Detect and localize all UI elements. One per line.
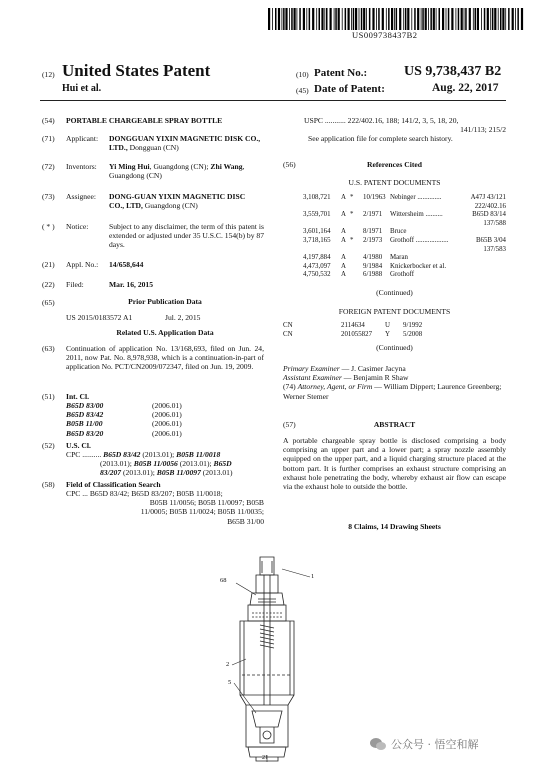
f58-code: (58) [42, 480, 55, 489]
intcl-row [66, 401, 264, 410]
barcode-bar [407, 8, 409, 30]
intcl-row [66, 419, 264, 428]
barcode-bar [396, 8, 398, 30]
field-search-line: B05B 11/0056; B05B 11/0097; B05B [149, 498, 264, 508]
barcode-bar [465, 8, 467, 30]
f63-code: (63) [42, 344, 55, 353]
barcode-bar [326, 8, 328, 30]
invention-title: PORTABLE CHARGEABLE SPRAY BOTTLE [66, 116, 223, 125]
barcode-bar [297, 8, 298, 30]
barcode-bar [492, 8, 494, 30]
barcode-bar [515, 8, 516, 30]
ref-name: Knickerbocker et al. [390, 262, 447, 270]
barcode-bar [403, 8, 404, 30]
us-docs-title: U.S. PATENT DOCUMENTS [348, 178, 441, 187]
barcode-bar [282, 8, 283, 30]
prior-pub-title: Prior Publication Data [128, 297, 202, 306]
uscl-title: U.S. Cl. [66, 441, 91, 450]
barcode-bar [521, 8, 523, 30]
barcode-bar [366, 8, 367, 30]
patent-no-label: Patent No.: [314, 67, 368, 79]
foreign-number: 2114634 [341, 322, 365, 329]
barcode-bar [439, 8, 441, 30]
ref-date: 4/1980 [363, 254, 383, 262]
f73-code: (73) [42, 192, 55, 201]
filed-label: Filed: [66, 280, 84, 289]
ref-class: B65B 3/04 [475, 237, 506, 244]
intcl-class: B65D 83/42 [66, 410, 104, 420]
applicant-name: DONGGUAN YIXIN MAGNETIC DISK CO., LTD., [109, 134, 261, 153]
primary-examiner [283, 364, 506, 373]
patent-no-code: (10) [296, 70, 309, 79]
barcode-bar [428, 8, 429, 30]
barcode-bar [502, 8, 504, 30]
barcode-bar [481, 8, 482, 30]
notice-label: Notice: [66, 222, 89, 231]
barcode-bar [338, 8, 340, 30]
ref-kind: A [341, 271, 346, 279]
foreign-number: 201055827 [341, 330, 373, 338]
f65-code: (65) [42, 298, 55, 307]
attorney-name: — William Dippert; Laurence Greenberg; Werner Stemer [283, 382, 502, 401]
barcode-bar [414, 8, 416, 30]
filed-date: Mar. 16, 2015 [109, 280, 154, 289]
barcode-bar [268, 8, 270, 30]
f52-code: (52) [42, 441, 55, 450]
intcl-row [66, 429, 264, 438]
cpc-block [66, 450, 264, 478]
barcode-bar [283, 8, 285, 30]
barcode-bar [490, 8, 491, 30]
inventor-2: Zhi Wang [210, 162, 243, 171]
barcode-bar [285, 8, 287, 30]
foreign-docs-title: FOREIGN PATENT DOCUMENTS [338, 307, 451, 316]
watermark-text: 公众号 · 悟空和解 [391, 738, 479, 751]
barcode-bar [299, 8, 301, 30]
ref-number: 4,473,097 [303, 262, 331, 270]
barcode-bar [353, 8, 355, 30]
notice-code: ( * ) [42, 222, 55, 231]
ref-star: * [350, 194, 354, 201]
kind-code: (12) [42, 70, 55, 79]
ref-name: Wittersheim .......... [390, 211, 443, 219]
barcode-bar [498, 8, 499, 30]
ref-kind: A [341, 228, 346, 236]
us-references [283, 193, 506, 289]
barcode-bar [291, 8, 293, 30]
fig-label-21: 21 [262, 755, 268, 761]
intcl-year: (2006.01) [152, 410, 182, 420]
barcode-bar [484, 8, 486, 30]
barcode-bar [348, 8, 350, 30]
uspc-block [304, 116, 506, 144]
fig-label-1: 1 [311, 573, 315, 580]
barcode-bar [436, 8, 437, 30]
ref-number: 3,601,164 [303, 228, 331, 236]
see-application: See application file for complete search history. [308, 134, 453, 144]
inventors-label: Inventors: [66, 162, 97, 171]
foreign-date: 9/1992 [403, 322, 423, 329]
f72-code: (72) [42, 162, 55, 171]
ref-class-cont: 222/402.16 [474, 202, 506, 210]
barcode-bar [335, 8, 337, 30]
foreign-country: CN [283, 322, 293, 329]
attorney [283, 382, 506, 400]
applicant [109, 134, 264, 152]
ref-kind: A [341, 194, 346, 201]
references-title: References Cited [367, 160, 422, 169]
barcode-bar [425, 8, 427, 30]
barcode-bar [394, 8, 395, 30]
ref-name: Maran [390, 254, 408, 262]
barcode-bar [430, 8, 432, 30]
barcode-bar [411, 8, 412, 30]
ref-name: Nebinger .............. [390, 194, 442, 201]
header-rule [40, 100, 506, 101]
barcode-bar [303, 8, 305, 30]
spray-bottle-drawing [212, 555, 322, 765]
f22-code: (22) [42, 280, 55, 289]
ref-number: 3,108,721 [303, 194, 331, 201]
barcode-bar [422, 8, 424, 30]
intcl-year: (2006.01) [152, 419, 182, 429]
notice-text: Subject to any disclaimer, the term of this patent is extended or adjusted under 35 U.S.C. 154(b) by 87 days. [109, 222, 265, 250]
barcode-number: US009738437B2 [352, 30, 418, 40]
barcode-bar [312, 8, 314, 30]
barcode-bar [421, 8, 422, 30]
barcode [268, 8, 526, 30]
watermark [370, 736, 479, 752]
barcode-bar [355, 8, 357, 30]
barcode-bar [278, 8, 280, 30]
foreign-references [283, 321, 506, 341]
inventors [109, 162, 264, 180]
ref-class: A47J 43/121 [470, 194, 506, 201]
fig-label-2: 2 [226, 661, 230, 668]
intcl-year: (2006.01) [152, 401, 182, 410]
assistant-examiner [283, 373, 506, 382]
ref-date: 2/1973 [363, 237, 383, 244]
barcode-bar [378, 8, 380, 30]
barcode-bar [289, 8, 290, 30]
intcl-year: (2006.01) [152, 428, 182, 438]
barcode-bar [382, 8, 384, 30]
ref-class-cont: 137/583 [483, 245, 506, 253]
primary-examiner-label: Primary Examiner [283, 364, 340, 373]
barcode-bar [361, 8, 363, 30]
claims-summary: 8 Claims, 14 Drawing Sheets [348, 522, 441, 531]
foreign-date: 5/2008 [403, 330, 423, 338]
barcode-bar [456, 8, 457, 30]
continued-2: (Continued) [376, 343, 413, 352]
barcode-bar [448, 8, 450, 30]
barcode-bar [330, 8, 332, 30]
barcode-bar [508, 8, 510, 30]
field-search-line: 11/0005; B05B 11/0024; B05B 11/0035; [140, 507, 264, 517]
assistant-examiner-label: Assistant Examiner [283, 373, 342, 383]
uspc-line: USPC ........... 222/402.16, 188; 141/2, 3, 5, 18, 20, [304, 116, 459, 125]
barcode-bar [512, 8, 514, 30]
prior-pub-number: US 2015/0183572 A1 [66, 313, 133, 322]
intcl-class: B05B 11/00 [66, 419, 103, 429]
barcode-bar [372, 8, 374, 30]
f54-code: (54) [42, 116, 55, 125]
cpc-line-3: 83/207 (2013.01); B05B 11/0097 (2013.01) [100, 468, 233, 478]
doc-title: United States Patent [62, 61, 211, 80]
ref-date: 9/1984 [363, 262, 383, 270]
f21-code: (21) [42, 260, 55, 269]
field-search-title: Field of Classification Search [66, 480, 161, 489]
foreign-kind: Y [385, 330, 390, 338]
barcode-bar [399, 8, 401, 30]
prior-pub-date: Jul. 2, 2015 [165, 313, 201, 322]
barcode-bar [316, 8, 317, 30]
barcode-bar [494, 8, 496, 30]
barcode-bar [473, 8, 474, 30]
barcode-bar [351, 8, 352, 30]
barcode-bar [405, 8, 407, 30]
patent-number: US 9,738,437 B2 [404, 64, 502, 79]
assistant-examiner-name: — Benjamin R Shaw [341, 373, 409, 383]
barcode-graphic [268, 8, 526, 30]
inventor-2-place: , Guangdong (CN) [109, 162, 245, 181]
ref-name: Grothoff [390, 271, 414, 279]
attorney-code: (74) [283, 382, 298, 392]
assignee-label: Assignee: [66, 192, 96, 201]
barcode-bar [272, 8, 273, 30]
ref-date: 8/1971 [363, 228, 383, 236]
fig-label-5: 5 [228, 679, 232, 686]
foreign-country: CN [283, 330, 293, 338]
ref-star: * [350, 237, 354, 244]
barcode-bar [417, 8, 419, 30]
barcode-bar [442, 8, 444, 30]
barcode-bar [458, 8, 460, 30]
continued-1: (Continued) [376, 288, 413, 297]
inventor-1: Yi Ming Hui [109, 162, 150, 171]
barcode-bar [319, 8, 321, 30]
abstract-text: A portable chargeable spray bottle is disclosed comprising a body comprising an upper part and a lower part; a spray nozzle assembly equipped on the upper part, and a liquid charging structure placed at the bottom part. It is further comprises an exhaust structure comprising an exhaust hole penetrating the body, whereby exhaust air flow can escape via the exhaust hole to outside the bottle. [283, 436, 506, 492]
ref-class: B65D 83/14 [472, 211, 506, 219]
barcode-bar [334, 8, 335, 30]
barcode-bar [461, 8, 463, 30]
f71-code: (71) [42, 134, 55, 143]
field-search-line: B65B 31/00 [227, 516, 264, 526]
barcode-bar [275, 8, 277, 30]
uspc-line: 141/113; 215/2 [460, 125, 506, 135]
ref-number: 3,718,165 [303, 237, 331, 244]
barcode-bar [363, 8, 365, 30]
applicant-place: Dongguan (CN) [127, 143, 179, 153]
field-search-line: CPC ... B65D 83/42; B65D 83/207; B05B 11/0018; [66, 489, 223, 498]
f51-code: (51) [42, 392, 55, 401]
intcl-class: B65D 83/00 [66, 401, 104, 410]
barcode-bar [388, 8, 390, 30]
intcl-list [66, 401, 264, 438]
ref-name: Grothoff ................... [390, 237, 449, 244]
date-label: Date of Patent: [314, 83, 385, 95]
abstract-title: ABSTRACT [373, 420, 416, 429]
barcode-bar [464, 8, 465, 30]
f56-code: (56) [283, 160, 296, 169]
examiners [283, 364, 506, 401]
cpc-line-1: CPC .......... B65D 83/42 (2013.01); B05B 11/0018 [66, 450, 221, 459]
ref-name: Bruce [390, 228, 407, 236]
barcode-bar [517, 8, 519, 30]
wechat-icon [370, 737, 386, 751]
barcode-bar [321, 8, 323, 30]
barcode-bar [359, 8, 360, 30]
related-title: Related U.S. Application Data [116, 328, 214, 337]
assignee-name: DONG-GUAN YIXIN MAGNETIC DISC CO., LTD, [109, 192, 246, 211]
barcode-bar [433, 8, 435, 30]
appl-no-label: Appl. No.: [66, 260, 99, 269]
intcl-class: B65D 83/20 [66, 428, 104, 438]
attorney-label: Attorney, Agent, or Firm [297, 382, 373, 392]
barcode-bar [306, 8, 307, 30]
barcode-bar [369, 8, 371, 30]
ref-date: 2/1971 [363, 211, 383, 219]
ref-class-cont: 137/588 [483, 219, 506, 227]
ref-number: 3,559,701 [303, 211, 331, 219]
barcode-bar [477, 8, 479, 30]
barcode-bar [391, 8, 393, 30]
field-search-lines [66, 489, 264, 526]
applicant-label: Applicant: [66, 134, 99, 143]
barcode-bar [469, 8, 471, 30]
intcl-row [66, 410, 264, 419]
ref-kind: A [341, 237, 346, 244]
continuation-text: Continuation of application No. 13/168,693, filed on Jun. 24, 2011, now Pat. No. 8,978,938, which is a continuation-in-part of application No. PCT/CN2009/072347, filed on Jun. 19, 2009. [66, 344, 264, 372]
barcode-bar [451, 8, 453, 30]
barcode-bar [487, 8, 489, 30]
ref-kind: A [341, 211, 346, 219]
f57-code: (57) [283, 420, 296, 429]
ref-number: 4,197,884 [303, 254, 331, 262]
primary-examiner-name: — J. Casimer Jacyna [339, 364, 406, 373]
barcode-bar [324, 8, 325, 30]
ref-date: 10/1963 [363, 194, 386, 201]
patent-figure [212, 555, 322, 765]
fig-label-68: 68 [220, 577, 227, 584]
ref-number: 4,750,532 [303, 271, 331, 279]
cpc-line-2: (2013.01); B05B 11/0056 (2013.01); B65D [100, 459, 232, 469]
inventor-1-place: , Guangdong (CN); [149, 162, 211, 171]
barcode-bar [309, 8, 311, 30]
intcl-title: Int. Cl. [66, 392, 89, 401]
appl-no: 14/658,644 [109, 260, 144, 269]
patent-date: Aug. 22, 2017 [432, 82, 499, 94]
foreign-kind: U [385, 322, 390, 329]
barcode-bar [505, 8, 506, 30]
ref-kind: A [341, 254, 346, 262]
barcode-bar [386, 8, 387, 30]
ref-kind: A [341, 262, 346, 270]
barcode-bar [500, 8, 502, 30]
barcode-bar [446, 8, 447, 30]
barcode-bar [345, 8, 347, 30]
barcode-bar [294, 8, 296, 30]
inventor-line: Hui et al. [62, 83, 102, 94]
barcode-bar [342, 8, 343, 30]
barcode-bar [475, 8, 477, 30]
barcode-bar [376, 8, 377, 30]
assignee-place: Guangdong (CN) [142, 201, 198, 211]
date-code: (45) [296, 86, 309, 95]
assignee [109, 192, 259, 210]
ref-star: * [350, 211, 354, 219]
ref-date: 6/1988 [363, 271, 383, 279]
